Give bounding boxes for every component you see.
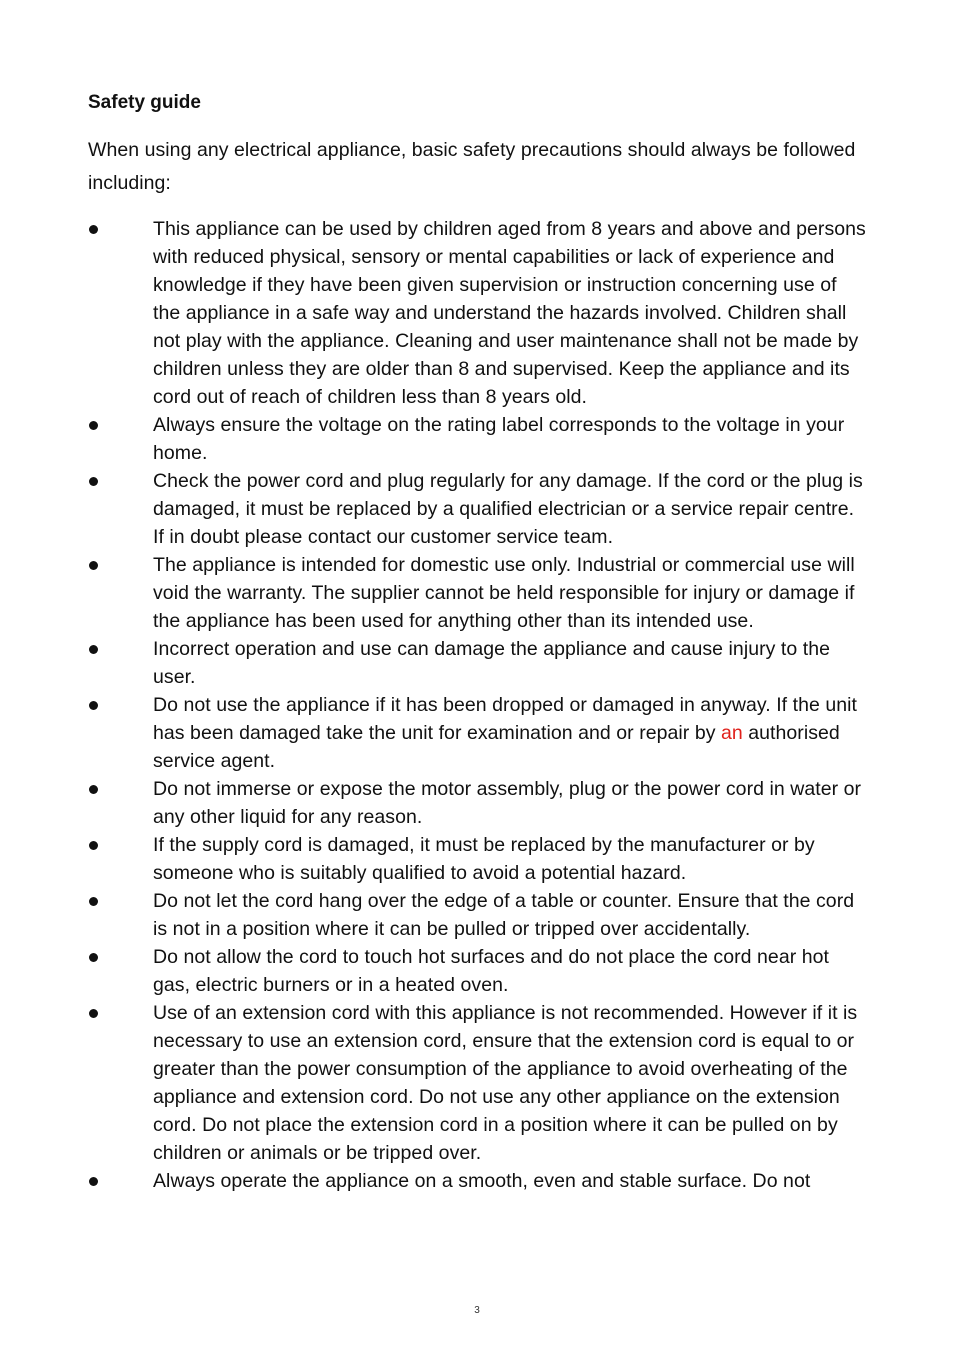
bullet-icon	[89, 421, 98, 430]
bullet-icon	[89, 1177, 98, 1186]
bullet-text: Always ensure the voltage on the rating label corresponds to the voltage in your home.	[153, 414, 845, 464]
bullet-text: If the supply cord is damaged, it must be replaced by the manufacturer or by someone who is suitably qualified to avoid a potential hazard.	[153, 834, 815, 884]
bullet-icon	[89, 1009, 98, 1018]
bullet-text: Use of an extension cord with this appliance is not recommended. However if it is necessary to use an extension cord, ensure that the extension cord is equal to or greater than the power consumption of the appliance to avoid overheating of the appliance and extension cord. Do not use any other appliance on the extension cord. Do not place the extension cord in a position where it can be pulled on by children or animals or be tripped over.	[153, 1002, 858, 1164]
bullet-item	[88, 411, 868, 467]
bullet-item	[88, 215, 868, 411]
bullet-item	[88, 831, 868, 887]
bullet-text: Do not immerse or expose the motor assembly, plug or the power cord in water or any other liquid for any reason.	[153, 778, 862, 828]
bullet-text: This appliance can be used by children aged from 8 years and above and persons with reduced physical, sensory or mental capabilities or lack of experience and knowledge if they have been given supervision or instruction concerning use of the appliance in a safe way and understand the hazards involved. Children shall not play with the appliance. Cleaning and user maintenance shall not be made by children unless they are older than 8 and supervised. Keep the appliance and its cord out of reach of children less than 8 years old.	[153, 218, 866, 408]
highlighted-word: an	[720, 722, 743, 744]
bullet-item	[88, 999, 868, 1167]
bullet-icon	[89, 561, 98, 570]
bullet-icon	[89, 477, 98, 486]
bullet-text: Do not let the cord hang over the edge of a table or counter. Ensure that the cord is not in a position where it can be pulled or tripped over accidentally.	[153, 890, 855, 940]
intro-paragraph: When using any electrical appliance, basic safety precautions should always be followed including:	[88, 139, 856, 194]
bullet-item	[88, 887, 868, 943]
bullet-item	[88, 943, 868, 999]
bullet-text: The appliance is intended for domestic use only. Industrial or commercial use will void the warranty. The supplier cannot be held responsible for injury or damage if the appliance has been used for anything other than its intended use.	[153, 554, 855, 632]
bullet-text: Check the power cord and plug regularly for any damage. If the cord or the plug is damaged, it must be replaced by a qualified electrician or a service repair centre. If in doubt please contact our customer service team.	[153, 470, 863, 548]
bullet-text: Always operate the appliance on a smooth, even and stable surface. Do not	[153, 1170, 811, 1192]
bullet-item	[88, 775, 868, 831]
bullet-icon	[89, 841, 98, 850]
bullet-text: Do not allow the cord to touch hot surfaces and do not place the cord near hot gas, electric burners or in a heated oven.	[153, 946, 829, 996]
bullet-item	[88, 467, 868, 551]
bullet-text-start: Do not use the appliance if it has been dropped or damaged in anyway. If the unit has been damaged take the unit for examination and or repair by	[153, 694, 857, 744]
bullet-item	[88, 635, 868, 691]
bullet-icon	[89, 785, 98, 794]
safety-bullet-list	[88, 215, 868, 1195]
bullet-text: Incorrect operation and use can damage the appliance and cause injury to the user.	[153, 638, 830, 688]
bullet-icon	[89, 953, 98, 962]
bullet-text-end: authorised service agent.	[153, 722, 840, 772]
page-number: 3	[474, 1305, 480, 1316]
bullet-item	[88, 691, 868, 775]
bullet-icon	[89, 645, 98, 654]
bullet-icon	[89, 701, 98, 710]
bullet-item	[88, 1167, 868, 1195]
page-title: Safety guide	[88, 92, 201, 113]
bullet-icon	[89, 225, 98, 234]
bullet-icon	[89, 897, 98, 906]
bullet-item	[88, 551, 868, 635]
